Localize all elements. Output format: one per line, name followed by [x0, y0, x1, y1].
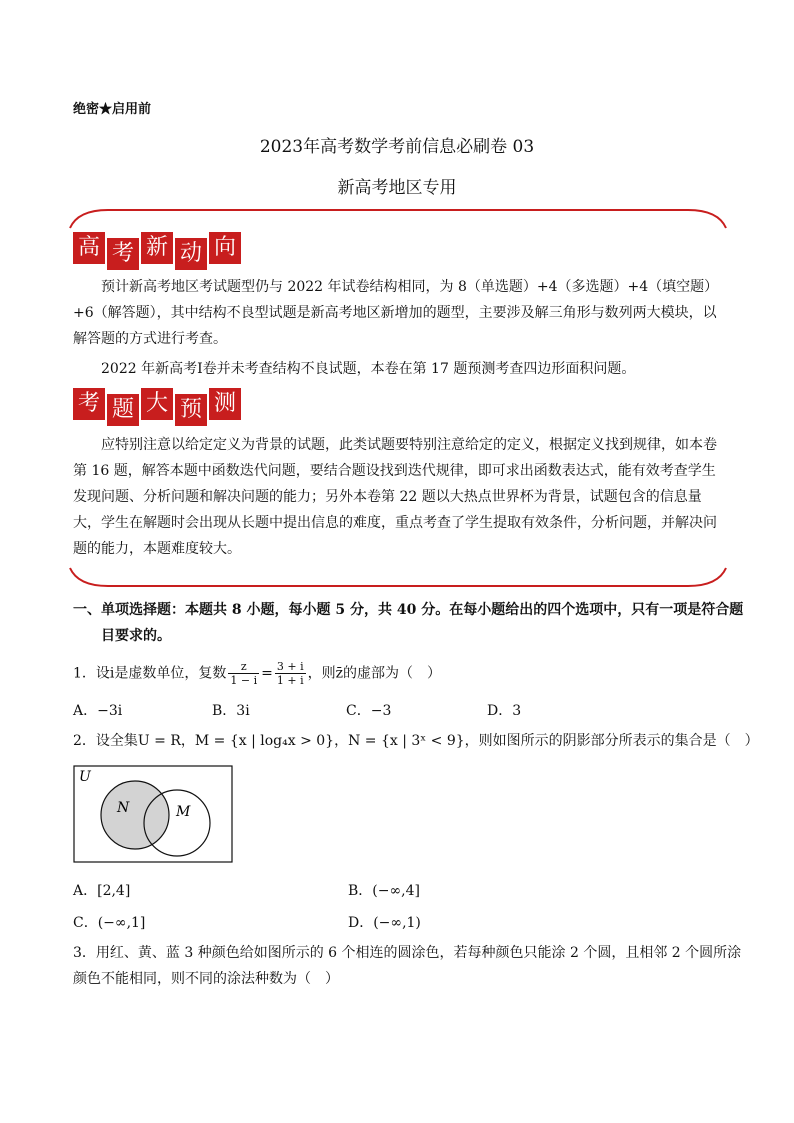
q1-frac1-den: 1 − i — [230, 674, 258, 687]
q2-option-d[interactable]: D．(−∞,1) — [348, 915, 421, 931]
q1-frac2-den: 1 + i — [276, 674, 304, 687]
q1-fraction-left — [228, 660, 259, 687]
section-heading-cont: 目要求的。 — [101, 628, 171, 644]
q1-frac2-num: 3 + i — [276, 660, 304, 673]
badge-prediction — [73, 388, 241, 426]
venn-label-m: M — [176, 804, 191, 820]
q2-option-b[interactable]: B．(−∞,4] — [348, 883, 420, 899]
badge-char: 高 — [73, 232, 105, 264]
badge-char: 预 — [175, 394, 207, 426]
badge-char: 向 — [209, 232, 241, 264]
q1-option-a[interactable]: A．−3i — [73, 703, 123, 719]
badge-char: 测 — [209, 388, 241, 420]
q2-option-a[interactable]: A．[2,4] — [73, 883, 131, 899]
badge-char: 考 — [73, 388, 105, 420]
q1-suffix: ，则z̄的虚部为（ ） — [307, 665, 441, 682]
venn-diagram — [73, 765, 233, 863]
badge-char: 考 — [107, 238, 139, 270]
badge-char: 题 — [107, 394, 139, 426]
trend-paragraph-1: 预计新高考地区考试题型仍与 2022 年试卷结构相同，为 8（单选题）+4（多选题）+4（填空题）+6（解答题），其中结构不良型试题是新高考地区新增加的题型，主要涉及解三角形与数列两大模块，以解答题的方式进行考查。 — [73, 279, 719, 347]
badge-trend — [73, 232, 241, 270]
q1-equals: = — [261, 665, 273, 682]
q1-prefix: 1．设i是虚数单位，复数 — [73, 665, 227, 682]
q1-option-b[interactable]: B．3i — [212, 703, 250, 719]
question-1 — [73, 660, 441, 687]
q1-fraction-right — [275, 660, 306, 687]
q2-option-c[interactable]: C．(−∞,1] — [73, 915, 146, 931]
prediction-paragraph: 应特别注意以给定定义为背景的试题，此类试题要特别注意给定的定义，根据定义找到规律，如本卷第 16 题，解答本题中函数迭代问题，要结合题设找到迭代规律，即可求出函数表达式，能有效考查学生发现问题、分析问题和解决问题的能力；另外本卷第 22 题以大热点世界杯为背景，试题包含的信息量大，学生在解题时会出现从长题中提出信息的难度，重点考查了学生提取有效条件，分析问题，并解决问题的能力，本题难度较大。 — [73, 437, 717, 557]
trend-paragraph-2: 2022 年新高考Ⅰ卷并未考查结构不良试题，本卷在第 17 题预测考查四边形面积问题。 — [101, 361, 636, 377]
question-3-line-1: 3．用红、黄、蓝 3 种颜色给如图所示的 6 个相连的圆涂色，若每种颜色只能涂 2 个圆，且相邻 2 个圆所涂 — [73, 945, 742, 961]
venn-label-u: U — [79, 769, 91, 785]
badge-char: 新 — [141, 232, 173, 264]
section-heading: 一、单项选择题：本题共 8 小题，每小题 5 分，共 40 分。在每小题给出的四个选项中，只有一项是符合题 — [73, 602, 744, 618]
venn-label-n: N — [117, 800, 130, 816]
bottom-divider-arc — [68, 566, 728, 588]
page-title: 2023年高考数学考前信息必刷卷 03 — [259, 137, 535, 157]
q1-frac1-num: z — [228, 660, 259, 674]
question-3-line-2: 颜色不能相同，则不同的涂法种数为（ ） — [73, 971, 339, 987]
secret-label: 绝密★启用前 — [73, 102, 152, 117]
q1-option-c[interactable]: C．−3 — [346, 703, 392, 719]
top-divider-arc — [68, 208, 728, 230]
badge-char: 动 — [175, 238, 207, 270]
q1-option-d[interactable]: D．3 — [487, 703, 522, 719]
question-2: 2．设全集U = R，M = {x | log₄x > 0}，N = {x | 3ˣ < 9}，则如图所示的阴影部分所表示的集合是（ ） — [73, 733, 759, 749]
badge-char: 大 — [141, 388, 173, 420]
page-subtitle: 新高考地区专用 — [337, 178, 457, 198]
